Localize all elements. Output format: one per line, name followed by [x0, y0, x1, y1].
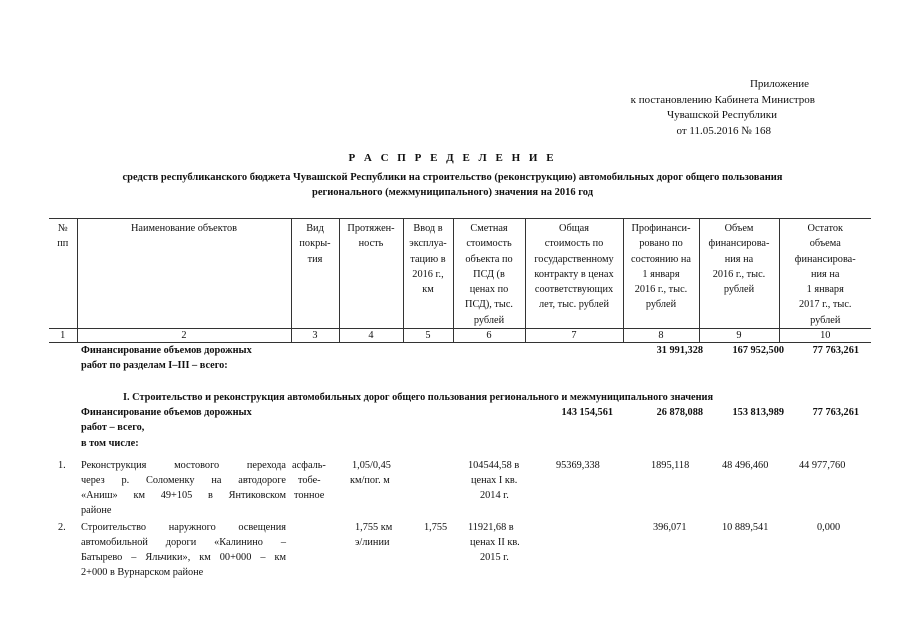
header-line: Сметная — [470, 223, 508, 234]
column-number: 1 — [49, 329, 77, 343]
item-cover-line: тонное — [294, 490, 325, 501]
header-line: 2016 г., — [412, 268, 444, 280]
item-name-line: 2+000 в Вурнарском районе — [81, 567, 204, 578]
total-label-line: работ по разделам I–III – всего: — [81, 360, 228, 371]
header-line: км — [422, 284, 434, 296]
header-line: Общая — [559, 223, 589, 234]
header-line: 1 января — [642, 268, 680, 280]
column-number: 5 — [403, 329, 453, 343]
item-estimate-line: 2014 г. — [480, 490, 509, 501]
header-line: рублей — [645, 299, 677, 311]
section-col10: 77 763,261 — [812, 407, 859, 418]
header-line: финансирова- — [794, 253, 856, 265]
header-line: Ввод в — [413, 223, 443, 234]
item-cover-line: асфаль- — [292, 460, 326, 471]
item-length-line: э/линии — [355, 537, 390, 548]
header-line: эксплуа- — [409, 238, 447, 250]
header-line: тия — [307, 253, 323, 265]
item-volume2016: 48 496,460 — [722, 460, 769, 471]
item-length-line: км/пог. м — [350, 475, 390, 486]
header-line: 1 января — [806, 284, 844, 296]
header-line: рублей — [473, 314, 505, 326]
header-line: рублей — [810, 314, 841, 326]
column-number: 3 — [291, 329, 339, 343]
header-line: ность — [358, 238, 384, 250]
header-line: ровано по — [639, 238, 683, 250]
section-col9: 153 813,989 — [732, 407, 784, 418]
header-line: соответствующих — [534, 284, 614, 296]
header-line: ПСД), тыс. — [465, 299, 513, 311]
item-remainder: 44 977,760 — [799, 460, 846, 471]
header-line: состоянию на — [631, 253, 691, 265]
header-line: 2016 г., тыс. — [712, 268, 766, 280]
item-name-line: районе — [81, 505, 112, 516]
header-line: 2017 г., тыс. — [798, 299, 852, 311]
header-line: Объем — [724, 223, 754, 234]
column-number: 7 — [525, 329, 623, 343]
item-estimate-line: 104544,58 в — [468, 460, 520, 471]
header-line: пп — [57, 238, 69, 250]
item-remainder: 0,000 — [817, 522, 841, 533]
header-line: ценах по — [469, 284, 509, 296]
header-line: лет, тыс. рублей — [539, 299, 609, 311]
item-name-line: через р. Соломенку на автодороге — [81, 475, 286, 486]
section-label-line: в том числе: — [81, 438, 139, 449]
item-estimate-line: 2015 г. — [480, 552, 509, 563]
column-number: 10 — [779, 329, 871, 343]
item-length-line: 1,755 км — [355, 522, 393, 533]
header-line: объекта по — [465, 253, 513, 265]
column-number: 2 — [77, 329, 291, 343]
appendix-line: Чувашской Республики — [666, 109, 777, 121]
header-line: Наименование объектов — [131, 223, 237, 234]
column-number: 8 — [623, 329, 699, 343]
header-line: 2016 г., тыс. — [634, 284, 688, 296]
item-name-line: Строительство наружного освещения — [81, 522, 286, 533]
section-col8: 26 878,088 — [656, 407, 703, 418]
header-line: рублей — [723, 284, 755, 296]
item-cover-line: тобе- — [298, 475, 321, 486]
appendix-line: к постановлению Кабинета Министров — [630, 93, 815, 106]
section-col7: 143 154,561 — [561, 407, 613, 418]
header-line: объема — [809, 238, 841, 250]
header-line: Вид — [306, 223, 324, 234]
total-col8: 31 991,328 — [656, 345, 703, 356]
header-line: стоимость по — [544, 238, 604, 250]
header-line: контракту в ценах — [534, 268, 614, 280]
item-financed: 396,071 — [653, 522, 687, 533]
header-line: Профинанси- — [631, 223, 691, 234]
item-number: 1. — [58, 460, 66, 471]
header-line: государственному — [534, 253, 614, 265]
item-estimate-line: ценах II кв. — [470, 537, 520, 548]
item-name-line: автомобильной дороги «Калинино – — [81, 537, 286, 548]
header-line: ПСД (в — [473, 268, 505, 280]
item-commission: 1,755 — [424, 522, 448, 533]
column-number: 4 — [339, 329, 403, 343]
appendix-line: Приложение — [749, 78, 809, 90]
item-estimate-line: ценах I кв. — [471, 475, 518, 486]
section-title: I. Строительство и реконструкция автомобильных дорог общего пользования регионального и межмуниципального значения — [123, 392, 714, 403]
item-name-line: Батырево – Яльчики», км 00+000 – км — [81, 552, 286, 563]
total-col10: 77 763,261 — [812, 345, 859, 356]
header-line: Остаток — [807, 223, 843, 234]
item-name-line: Реконструкция мостового перехода — [81, 460, 286, 471]
total-label-line: Финансирование объемов дорожных — [81, 345, 252, 356]
total-col9: 167 952,500 — [732, 345, 784, 356]
item-estimate-line: 11921,68 в — [468, 522, 514, 533]
subtitle-line: средств республиканского бюджета Чувашской Республики на строительство (реконструкцию) автомобильных дорог общего пользования — [122, 172, 783, 183]
header-line: ния на — [811, 268, 840, 280]
header-line: покры- — [299, 238, 331, 250]
item-financed: 1895,118 — [651, 460, 690, 471]
header-line: финансирова- — [708, 238, 770, 250]
header-line: № — [57, 223, 68, 234]
item-name-line: «Аниш» км 49+105 в Янтиковском — [81, 490, 286, 501]
appendix-line: от 11.05.2016 № 168 — [676, 124, 771, 137]
header-line: стоимость — [466, 238, 512, 250]
item-contract: 95369,338 — [556, 460, 600, 471]
item-number: 2. — [58, 522, 66, 533]
section-label-line: работ – всего, — [81, 422, 145, 433]
column-number: 6 — [453, 329, 525, 343]
section-label-line: Финансирование объемов дорожных — [81, 407, 252, 418]
item-volume2016: 10 889,541 — [722, 522, 769, 533]
header-line: Протяжен- — [347, 223, 395, 234]
header-line: ния на — [724, 253, 754, 265]
subtitle-line: регионального (межмуниципального) значения на 2016 год — [311, 187, 594, 198]
column-number: 9 — [699, 329, 779, 343]
document-title: Р А С П Р Е Д Е Л Е Н И Е — [348, 152, 557, 164]
header-line: тацию в — [410, 253, 446, 265]
item-length-line: 1,05/0,45 — [352, 460, 391, 471]
